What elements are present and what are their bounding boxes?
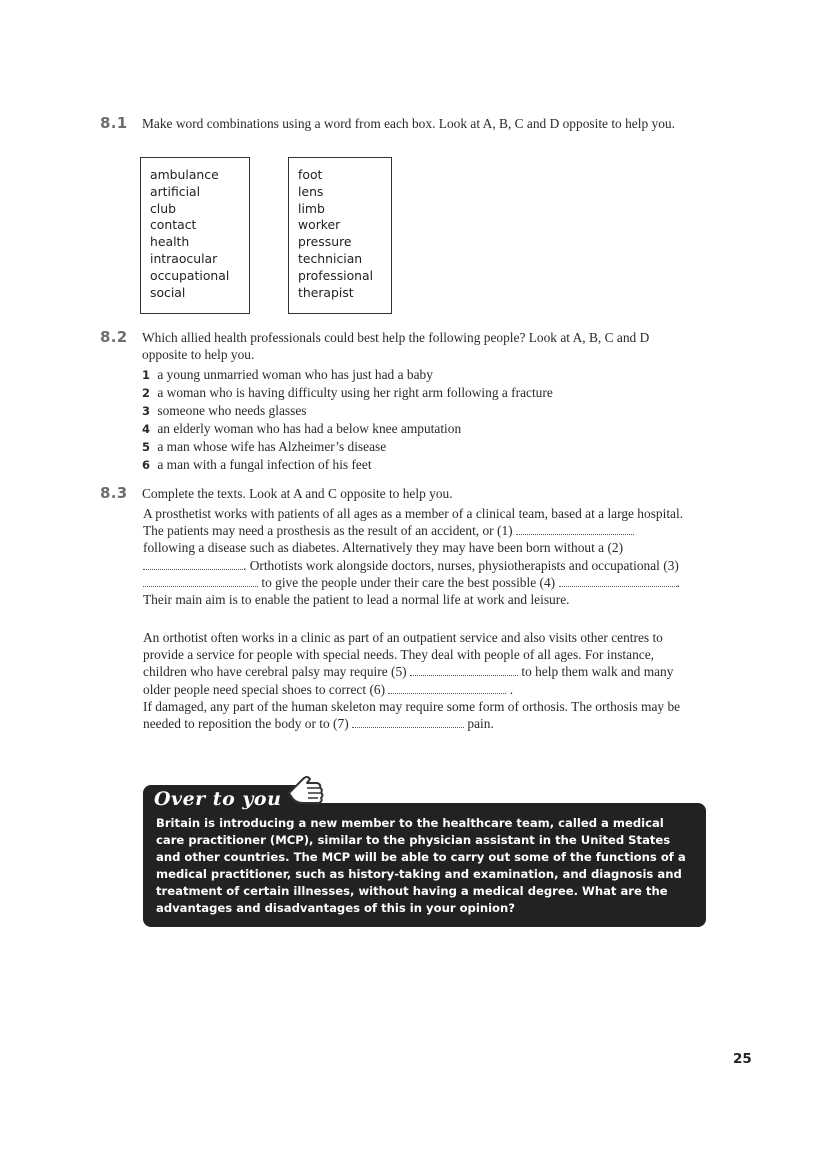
word-box-item: health — [150, 234, 190, 250]
item-text: a man whose wife has Alzheimer’s disease — [157, 439, 387, 454]
text-run: An orthotist often works in a clinic as part of an outpatient service and also visits other centres to provide a service for people with special needs. They deal with people of all ages. For instance, children who have cerebral palsy may require — [143, 630, 663, 680]
item-number: 4 — [142, 422, 151, 436]
word-box-item: professional — [298, 267, 374, 283]
answer-gap[interactable] — [388, 683, 506, 694]
word-box-item: intraocular — [150, 250, 218, 266]
list-item — [142, 456, 702, 474]
list-item — [142, 438, 702, 456]
text-run: A prosthetist works with patients of all ages as a member of a clinical team, based at a large hospital. The patients may need a prosthesis as the result of an accident, or — [143, 506, 684, 539]
exercise-8-3-paragraph-2 — [143, 629, 688, 732]
gap-number: (6) — [369, 681, 386, 697]
item-number: 5 — [142, 440, 151, 454]
list-item — [142, 366, 702, 384]
answer-gap[interactable] — [143, 559, 243, 570]
item-text: a young unmarried woman who has just had a baby — [157, 367, 433, 382]
pointing-hand-icon — [283, 771, 327, 816]
list-item — [142, 420, 702, 438]
item-text: a man with a fungal infection of his feet — [157, 457, 372, 472]
item-text: someone who needs glasses — [157, 403, 307, 418]
item-text: an elderly woman who has had a below knee amputation — [157, 421, 462, 436]
item-number: 3 — [142, 404, 151, 418]
exercise-8-2-list — [142, 366, 702, 474]
gap-number: (2) — [607, 540, 624, 556]
over-to-you-text: Britain is introducing a new member to the healthcare team, called a medical care practitioner (MCP), similar to the physician assistant in the United States and other countries. The MCP will be able to carry out some of the functions of a medical practitioner, such as history-taking and examination, and diagnosis and treatment of certain illnesses, without having a medical degree. What are the advantages and disadvantages of this in your opinion? — [156, 816, 686, 915]
word-box-item: foot — [298, 167, 323, 182]
word-box-item: artificial — [150, 183, 201, 199]
item-number: 2 — [142, 386, 151, 400]
word-box-left — [140, 157, 250, 314]
text-run: following a disease such as diabetes. Alternatively they may have been born without a — [143, 540, 605, 556]
answer-gap[interactable] — [410, 665, 518, 676]
word-box-item: lens — [298, 183, 324, 199]
item-number: 6 — [142, 458, 151, 472]
word-box-item: technician — [298, 250, 363, 266]
text-run: to help them walk and many older people need special shoes to correct — [143, 664, 674, 697]
word-box-item: limb — [298, 200, 325, 216]
text-run: . Their main aim is to enable the patient to lead a normal life at work and leisure. — [143, 574, 680, 608]
word-box-item: worker — [298, 217, 341, 233]
gap-number: (3) — [663, 557, 679, 573]
answer-gap[interactable] — [559, 576, 677, 587]
text-run: to give the people under their care the best possible — [261, 574, 537, 590]
word-box-item: club — [150, 200, 176, 216]
word-box-item: ambulance — [150, 167, 219, 182]
gap-number: (4) — [539, 574, 556, 590]
over-to-you-panel — [143, 803, 706, 927]
word-box-right — [288, 157, 392, 314]
exercise-number-8-2: 8.2 — [100, 328, 128, 346]
list-item — [142, 384, 702, 402]
exercise-8-2-instruction: Which allied health professionals could best help the following people? Look at A, B, C and D opposite to help you. — [142, 330, 650, 362]
exercise-number-8-1: 8.1 — [100, 114, 128, 132]
word-box-item: pressure — [298, 234, 352, 250]
text-run: . — [509, 681, 514, 697]
word-box-item: contact — [150, 217, 197, 233]
text-run: pain. — [467, 716, 494, 732]
over-to-you-title: Over to you — [154, 788, 282, 810]
answer-gap[interactable] — [352, 717, 464, 728]
list-item — [142, 402, 702, 420]
word-box-item: therapist — [298, 284, 354, 300]
gap-number: (7) — [333, 716, 349, 732]
text-run: . Orthotists work alongside doctors, nurses, physiotherapists and occupational — [243, 557, 660, 573]
page-number: 25 — [733, 1051, 752, 1067]
answer-gap[interactable] — [516, 524, 634, 535]
exercise-8-1-instruction: Make word combinations using a word from each box. Look at A, B, C and D opposite to help you. — [142, 116, 675, 131]
exercise-number-8-3: 8.3 — [100, 484, 128, 502]
exercise-8-3-paragraph-1 — [143, 505, 688, 608]
exercise-8-3-instruction: Complete the texts. Look at A and C opposite to help you. — [142, 486, 453, 501]
gap-number: (5) — [391, 664, 407, 680]
answer-gap[interactable] — [143, 576, 258, 587]
word-box-item: social — [150, 284, 186, 300]
word-box-item: occupational — [150, 267, 230, 283]
item-text: a woman who is having difficulty using her right arm following a fracture — [157, 385, 553, 400]
item-number: 1 — [142, 368, 151, 382]
text-run: If damaged, any part of the human skeleton may require some form of orthosis. The orthosis may be needed to reposition the body or to — [143, 698, 681, 732]
gap-number: (1) — [497, 523, 513, 539]
